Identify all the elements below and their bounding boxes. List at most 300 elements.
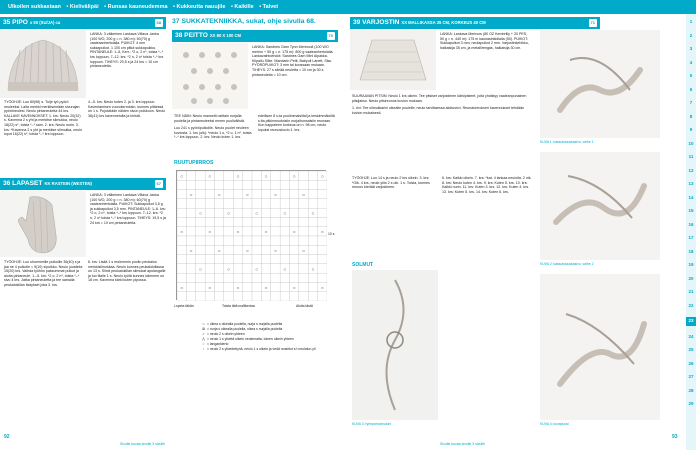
chart-cell bbox=[177, 180, 186, 189]
knitting-chart bbox=[176, 170, 326, 300]
pattern-38-materials bbox=[252, 45, 338, 109]
topbar-item: Kukkeutta nauujile bbox=[176, 4, 226, 10]
topbar-item: Kielivälipäi bbox=[69, 4, 99, 10]
chart-cell bbox=[308, 217, 317, 226]
instructions-text: 6. krs: Lisää 1 s molemmin puolin peukalon merkkisilmukkaa. Neulo kunnes peukalokiilassa on 13 s. Siirrä peukalokiilan silmukat apulangalle ja luo tilalle 1 s. Neulo työtä kunnes kämmen on 18 cm. Kavenna kärki kuten pipossa. bbox=[88, 260, 166, 283]
chart-label-begin: Aloita tästä bbox=[296, 304, 313, 308]
chart-cell bbox=[318, 292, 327, 301]
sidebar-page-number[interactable]: 21 bbox=[688, 289, 694, 294]
chart-cell bbox=[290, 255, 299, 264]
pattern-35-materials bbox=[90, 32, 166, 96]
chart-cell bbox=[177, 245, 186, 254]
chart-cell bbox=[233, 217, 242, 226]
topbar-item: Runsas kauneudemma bbox=[107, 4, 168, 10]
chart-stitch-symbol: ○ bbox=[208, 173, 212, 180]
chart-cell bbox=[299, 273, 308, 282]
chart-cell bbox=[205, 190, 214, 199]
sidebar-page-number[interactable]: 14 bbox=[688, 194, 694, 200]
chart-stitch-symbol: ○ bbox=[217, 192, 221, 199]
chart-cell bbox=[224, 199, 233, 208]
chart-cell bbox=[271, 273, 280, 282]
chart-cell bbox=[299, 217, 308, 226]
chart-cell bbox=[186, 282, 195, 291]
chart-stitch-symbol: ○ bbox=[320, 285, 324, 292]
legend-text: = oikea s oikealla puolella, nurja s nurjalla puolella bbox=[207, 322, 283, 326]
chart-cell bbox=[205, 236, 214, 245]
sidebar-page-number[interactable]: 19 bbox=[688, 262, 694, 267]
chart-cell bbox=[308, 245, 317, 254]
chart-cell bbox=[224, 171, 233, 180]
chart-cell bbox=[177, 264, 186, 273]
chart-cell bbox=[308, 255, 317, 264]
instructions-text: TYÖOHJE: Luo 14 s ja neulo 2 krs oikein. 3. krs: *Oik. 4 krs, neulo ylös 2 s oik. 1 s. Toista, kunnes reunus kiertää varjostimen. bbox=[352, 176, 430, 190]
chart-cell bbox=[177, 236, 186, 245]
instructions-text: 1. rivi: Tee silmukkarivi oikealle puolelle; neulo tarvittaessa aloitusrivi. Reunakerroksen kavennukset tehdään kuvion mukaisesti. bbox=[352, 106, 525, 115]
pattern-38-column-2 bbox=[258, 114, 338, 158]
legend-symbol: ⋀ bbox=[202, 337, 205, 341]
difficulty-badge: 68 bbox=[156, 20, 161, 25]
chart-cell bbox=[233, 199, 242, 208]
chart-cell bbox=[290, 245, 299, 254]
legend-text: = neulo 2 s ylivedettynä, neulo 1 s oikein ja vedä nostetut s:t neulotun yli bbox=[207, 347, 316, 351]
chart-cell bbox=[261, 255, 270, 264]
chart-cell bbox=[196, 199, 205, 208]
chart-cell bbox=[261, 199, 270, 208]
chart-cell bbox=[224, 190, 233, 199]
sidebar-page-number[interactable]: 24 bbox=[688, 333, 694, 339]
chart-stitch-symbol: ○ bbox=[227, 266, 231, 273]
materials-text: LANKA: 3 väikeinen Lankava Villava -lanka (100 WO, 200 g = n. 380 m): 60(70) g vaaleanhertolalla. PUIKOT: Sukkapuikot 3,5 g ja sukkapuikot 3,5 mm. PINTANEULE: 1–6. krs: *2 o, 2 n*, toista *–* krs loppuun. 7–12. krs: *2 n, 2 o* toista *–* krs loppuun. TIHEYS: 19,5 s ja 24 krs = 10 cm pintaneuletta. bbox=[90, 193, 166, 225]
chart-cell bbox=[233, 190, 242, 199]
chart-cell bbox=[252, 180, 261, 189]
chart-cell bbox=[290, 190, 299, 199]
legend-symbol: ○ bbox=[202, 342, 205, 346]
chart-cell bbox=[271, 264, 280, 273]
pattern-35-title: 35 PIPO bbox=[3, 19, 28, 26]
chart-cell bbox=[177, 199, 186, 208]
chart-label-repeat: Toista tätä mallikertaa bbox=[222, 304, 255, 308]
pattern-37-title: 37 SUKKATEKNIIKKA, sukat, ohje sivulla 68. bbox=[172, 18, 316, 25]
chart-cell bbox=[243, 282, 252, 291]
chart-cell bbox=[196, 236, 205, 245]
chart-cell bbox=[233, 255, 242, 264]
chart-cell bbox=[318, 255, 327, 264]
hands-knot-icon bbox=[540, 274, 660, 420]
chart-stitch-symbol: ○ bbox=[198, 211, 202, 218]
topbar-item: Ulkoilen sukkastaan bbox=[8, 4, 61, 10]
chart-cell bbox=[252, 236, 261, 245]
chart-cell bbox=[196, 227, 205, 236]
chart-stitch-symbol: ○ bbox=[264, 173, 268, 180]
chart-cell bbox=[271, 282, 280, 291]
chart-cell bbox=[233, 273, 242, 282]
instructions-text: Luo 241 s pyöröpuikoille. Neulo puolet neuleen kuviosta. 1. krs (oik): *neulo 1 o, *2 o, 1 n*, toista *–* krs loppuun. 2. krs: Neulo kuten 1. krs. bbox=[174, 126, 252, 140]
chart-cell bbox=[308, 171, 317, 180]
instructions-text: TYÖOHJE: Luo ohuemmille puikoille 36(40) s ja jaa ne 4 puikolle = 9(10) s/puikko. Neulo joustinta 15(20) krs. Vaihda työhön paksummat puikot ja aloita pintaneule. 1.–5. krs: *2 o, 2 n*, toista *–* sivu 4 krs. Jatka pintaneuletta ja tee samalla peukalokiilan lisäykset joka 3. krs. bbox=[4, 260, 83, 287]
legend-symbol: ⋆ bbox=[202, 347, 205, 351]
chart-cell bbox=[196, 190, 205, 199]
chart-cell bbox=[271, 292, 280, 301]
topbar-item: Kaikille bbox=[234, 4, 254, 10]
pattern-39-column-2 bbox=[442, 176, 532, 256]
chart-cell bbox=[215, 180, 224, 189]
chart-stitch-symbol: ○ bbox=[283, 211, 287, 218]
chart-cell bbox=[196, 292, 205, 301]
chart-stitch-symbol: ○ bbox=[302, 248, 306, 255]
chart-cell bbox=[196, 255, 205, 264]
chart-cell bbox=[252, 255, 261, 264]
chart-cell bbox=[215, 255, 224, 264]
chart-cell bbox=[318, 180, 327, 189]
figure-1-photo bbox=[540, 30, 660, 138]
legend-item bbox=[200, 347, 340, 352]
legend-symbol: ✓ bbox=[202, 332, 205, 336]
chart-cell bbox=[318, 236, 327, 245]
sidebar-page-number[interactable]: 13 bbox=[688, 181, 694, 186]
hat-illustration-icon bbox=[0, 30, 86, 98]
sidebar-page-number[interactable]: 12 bbox=[688, 167, 694, 173]
chart-cell bbox=[261, 217, 270, 226]
chart-cell bbox=[318, 264, 327, 273]
chart-cell bbox=[299, 236, 308, 245]
chart-cell bbox=[271, 217, 280, 226]
sidebar-page-number[interactable]: 10 bbox=[688, 140, 694, 146]
chart-cell bbox=[308, 190, 317, 199]
chart-stitch-symbol: ○ bbox=[273, 192, 277, 199]
sidebar-page-number[interactable]: 15 bbox=[688, 208, 694, 213]
chart-cell bbox=[280, 236, 289, 245]
chart-cell bbox=[290, 273, 299, 282]
chart-cell bbox=[233, 292, 242, 301]
figure-3-caption: KUVA 3: tyrinpomolmuloni bbox=[352, 422, 392, 426]
chart-cell bbox=[318, 245, 327, 254]
chart-cell bbox=[186, 180, 195, 189]
chart-cell bbox=[224, 245, 233, 254]
sidebar-page-number[interactable]: 3 bbox=[689, 46, 693, 51]
chart-cell bbox=[271, 199, 280, 208]
chart-cell bbox=[196, 217, 205, 226]
chart-cell bbox=[261, 190, 270, 199]
legend-text: = nurja s oikealla puolella, oikea s nurjalla puolella bbox=[207, 327, 283, 331]
chart-stitch-symbol: ○ bbox=[236, 229, 240, 236]
chart-cell bbox=[215, 171, 224, 180]
chart-cell bbox=[318, 208, 327, 217]
chart-cell bbox=[261, 245, 270, 254]
figure-2-caption: KUVA 2: kaksoisluuskasivu, vaihe 2 bbox=[540, 262, 594, 266]
chart-cell bbox=[261, 264, 270, 273]
chart-stitch-symbol: ○ bbox=[227, 211, 231, 218]
instructions-text: SUURAAVAN PITSIN: Neulo 1 krs oikein. Tee pitsiset varjostimen kärkipisteet, joita yhdistyy vaaleanpunainen pitsijakso. Neulo pitsireunus kuvion mukaan. bbox=[352, 94, 527, 103]
topbar-item: Talvet bbox=[262, 4, 279, 10]
sidebar-page-number[interactable]: 29 bbox=[688, 401, 694, 406]
chart-cell bbox=[280, 282, 289, 291]
chart-stitch-symbol: ○ bbox=[292, 285, 296, 292]
pattern-36-materials bbox=[90, 193, 166, 253]
chart-cell bbox=[299, 264, 308, 273]
pattern-38-column-1 bbox=[174, 114, 254, 158]
blanket-photo bbox=[172, 43, 248, 109]
figure-2-photo bbox=[540, 152, 660, 260]
chart-cell bbox=[205, 199, 214, 208]
chart-cell bbox=[252, 199, 261, 208]
hands-knot-icon bbox=[540, 152, 660, 260]
chart-cell bbox=[243, 227, 252, 236]
chart-cell bbox=[186, 227, 195, 236]
mitten-illustration-icon bbox=[0, 191, 86, 257]
chart-stitch-symbol: ○ bbox=[208, 229, 212, 236]
chart-cell bbox=[271, 180, 280, 189]
chart-cell bbox=[215, 264, 224, 273]
chart-cell bbox=[299, 199, 308, 208]
legend-text: = langankierto bbox=[207, 342, 229, 346]
right-page-number: 93 bbox=[672, 434, 678, 440]
chart-cell bbox=[186, 199, 195, 208]
chart-stitch-symbol: ○ bbox=[217, 248, 221, 255]
instructions-text: 6. krs: Kaikki oikein. 7. krs: *kat. 4 lankaa neulolta, 2 oik. 8. krs: Neulo kuten 4. krs. 9. krs: Kuten 5. krs. 10. krs: Kaikki nurin. 11. krs: Kuten 3. krs. 12. krs: Kuten 4. krs. 13. krs: Kuten 5. krs. 14. krs: Kuten 6. krs. bbox=[442, 176, 532, 194]
chart-stitch-symbol: ○ bbox=[255, 266, 259, 273]
chart-cell bbox=[280, 255, 289, 264]
left-footer-text: Sivulle kuvaa sivulle 3 sivulle bbox=[120, 442, 165, 446]
legend-symbol: ⊠ bbox=[202, 327, 205, 331]
left-page-number: 92 bbox=[4, 434, 10, 440]
pattern-35-subtitle: x 50 (SU/JA) ca bbox=[29, 20, 61, 25]
sidebar-page-number[interactable]: 22 bbox=[688, 302, 694, 308]
chart-side-label: 10 s bbox=[328, 232, 335, 236]
chart-cell bbox=[318, 217, 327, 226]
sidebar-page-number[interactable]: 27 bbox=[688, 374, 694, 379]
chart-cell bbox=[186, 208, 195, 217]
chart-cell bbox=[252, 282, 261, 291]
chart-cell bbox=[196, 171, 205, 180]
pattern-39-subtitle: XX MALLIKASSA 35 CM, KORKEUS 40 CM bbox=[401, 20, 486, 25]
chart-cell bbox=[252, 190, 261, 199]
sidebar-page-number[interactable]: 16 bbox=[688, 221, 694, 227]
knot-diagram-icon bbox=[352, 270, 438, 420]
chart-cell bbox=[205, 208, 214, 217]
chart-cell bbox=[308, 236, 317, 245]
chart-cell bbox=[299, 171, 308, 180]
chart-cell bbox=[215, 199, 224, 208]
chart-cell bbox=[215, 273, 224, 282]
chart-cell bbox=[224, 273, 233, 282]
difficulty-badge: 71 bbox=[590, 20, 595, 25]
chart-cell bbox=[280, 190, 289, 199]
chart-cell bbox=[271, 236, 280, 245]
chart-cell bbox=[271, 255, 280, 264]
chart-cell bbox=[205, 245, 214, 254]
chart-stitch-symbol: ○ bbox=[180, 285, 184, 292]
chart-cell bbox=[252, 171, 261, 180]
chart-cell bbox=[243, 199, 252, 208]
chart-cell bbox=[290, 292, 299, 301]
chart-cell bbox=[261, 292, 270, 301]
materials-text: LANKA: 3 väikeinen Lankava Villava -lanka (100 WO, 200 g = n. 380 m): 50(70) g vaaleaanhertolalla. PUIKOT: 4 mm sukkapuikot. 1 100 cm pitkä sukkapuikko. PINTANEULE: 1–5, Kerr.: *2 o, 2 n*, toista *–* krs loppuun. 7–12. krs: *2 n, 2 o* toista *–* krs loppuun. TIHEYS: 20,5 s ja 24 krs = 10 cm pintaneuletta. bbox=[90, 32, 164, 69]
chart-cell bbox=[196, 282, 205, 291]
sidebar-page-number[interactable]: 18 bbox=[688, 248, 694, 254]
chart-cell bbox=[224, 180, 233, 189]
pattern-39-materials bbox=[440, 32, 532, 90]
sidebar-page-number[interactable]: 5 bbox=[689, 73, 693, 78]
chart-stitch-symbol: ○ bbox=[283, 266, 287, 273]
chart-cell bbox=[177, 217, 186, 226]
chart-cell bbox=[299, 282, 308, 291]
sidebar-page-number[interactable]: 20 bbox=[688, 275, 694, 281]
chart-cell bbox=[215, 227, 224, 236]
materials-text: LANKA: Sandnes Garn Tynn Merinoull (100 WO merino + 50 g = n. 175 m): 800 g vaaleanhertolalla. Lankavaihtoehdot: Sandnes Garn Mini Alpakka. Kilpailu Silke. Mandarin Petit, Babyull Lanett, Sisu. PYÖRÖPUIKOT: 3 mm tai koossaan mukaan. TIHEYS: 27 s sileää neuletta = 10 cm ja 30 s pintaneuletta = 10 cm. bbox=[252, 45, 334, 77]
chart-cell bbox=[233, 208, 242, 217]
mittens-photo bbox=[0, 191, 86, 257]
chart-cell bbox=[243, 217, 252, 226]
chart-cell bbox=[243, 171, 252, 180]
chart-cell bbox=[186, 217, 195, 226]
chart-cell bbox=[280, 199, 289, 208]
chart-stitch-symbol: ○ bbox=[255, 211, 259, 218]
difficulty-badge: 70 bbox=[328, 33, 333, 38]
materials-text: LANKA: Lankava Merinow (80 OZ Kembrilly + 20 PES, 50 g = n. 440 m): 175 m kaunasinkidialla (50). PUIKOT: Sukkapuikot 3 mm, neulapuikot 2 mm. Varjostinkehikko, halkaisija 35 cm, ja metallirengas, halkaisija 30 cm. bbox=[440, 32, 529, 50]
chart-grid bbox=[177, 171, 327, 301]
pattern-38-subtitle: XX 80 X 100 CM bbox=[209, 33, 242, 38]
chart-cell bbox=[308, 292, 317, 301]
chart-cell bbox=[290, 217, 299, 226]
chart-stitch-symbol: ○ bbox=[311, 266, 315, 273]
chart-stitch-symbol: ○ bbox=[208, 285, 212, 292]
figure-4-photo bbox=[540, 274, 660, 420]
chart-cell bbox=[215, 208, 224, 217]
chart-cell bbox=[308, 282, 317, 291]
chart-stitch-symbol: ○ bbox=[302, 192, 306, 199]
chart-cell bbox=[280, 245, 289, 254]
chart-cell bbox=[290, 236, 299, 245]
chart-stitch-symbol: ○ bbox=[189, 248, 193, 255]
chart-cell bbox=[215, 236, 224, 245]
knots-heading: SOLMUT bbox=[352, 262, 374, 268]
chart-cell bbox=[318, 190, 327, 199]
chart-cell bbox=[177, 208, 186, 217]
figure-1-caption: KUVA 1: kaksoisluuskasivu, vaihe 1 bbox=[540, 140, 594, 144]
sidebar-page-number[interactable]: 1 bbox=[689, 19, 693, 24]
chart-stitch-symbol: ○ bbox=[236, 285, 240, 292]
lampshade-photo bbox=[350, 30, 436, 90]
chart-cell bbox=[299, 255, 308, 264]
pattern-36-column-2 bbox=[88, 260, 166, 436]
sidebar-page-number[interactable]: 7 bbox=[689, 100, 693, 105]
sidebar-page-number[interactable]: 11 bbox=[688, 154, 694, 159]
lampshade-illustration-icon bbox=[350, 30, 436, 90]
chart-cell bbox=[261, 180, 270, 189]
chart-legend bbox=[200, 322, 340, 352]
chart-cell bbox=[177, 255, 186, 264]
chart-cell bbox=[308, 227, 317, 236]
chart-cell bbox=[261, 273, 270, 282]
sidebar-page-number[interactable]: 23 bbox=[686, 317, 696, 326]
chart-cell bbox=[252, 227, 261, 236]
chart-stitch-symbol: ○ bbox=[245, 192, 249, 199]
chart-cell bbox=[177, 190, 186, 199]
chart-cell bbox=[205, 255, 214, 264]
chart-cell bbox=[243, 264, 252, 273]
pattern-36-header bbox=[0, 178, 166, 190]
chart-stitch-symbol: ○ bbox=[292, 229, 296, 236]
chart-cell bbox=[205, 273, 214, 282]
chart-cell bbox=[196, 180, 205, 189]
chart-cell bbox=[243, 180, 252, 189]
chart-stitch-symbol: ○ bbox=[273, 248, 277, 255]
instructions-text: TEE NÄIN: Neulo mansetti osittain nurjalla puolella ja pintaneuleeksi ennen puolivälistä. bbox=[174, 114, 245, 123]
chart-cell bbox=[299, 292, 308, 301]
chart-cell bbox=[205, 264, 214, 273]
chart-cell bbox=[290, 208, 299, 217]
sidebar-page-number[interactable]: 4 bbox=[689, 59, 693, 65]
instructions-text: 4.–5. krs: Neulo kuten 2. ja 3. krs loppuun. Kaventamisen vuorokerroksin, kunnes pitäessä on 1 s. Pujotakkiin näiden sivun puikkoon. Neulo 36(41) krs kavennetulta ja kiristä. bbox=[88, 100, 166, 118]
sidebar-page-number[interactable]: 8 bbox=[689, 113, 693, 119]
chart-cell bbox=[290, 199, 299, 208]
legend-symbol: □ bbox=[202, 322, 205, 326]
chart-cell bbox=[177, 292, 186, 301]
chart-cell bbox=[271, 171, 280, 180]
chart-cell bbox=[233, 180, 242, 189]
chart-cell bbox=[224, 282, 233, 291]
chart-cell bbox=[224, 292, 233, 301]
sidebar-page-number[interactable]: 2 bbox=[689, 32, 693, 38]
chart-cell bbox=[215, 292, 224, 301]
chart-cell bbox=[280, 292, 289, 301]
sidebar-page-number[interactable]: 9 bbox=[689, 127, 693, 132]
pattern-39-intro bbox=[352, 94, 532, 174]
chart-cell bbox=[252, 245, 261, 254]
page-index-sidebar bbox=[686, 14, 696, 450]
sidebar-page-number[interactable]: 6 bbox=[689, 86, 693, 92]
chart-cell bbox=[233, 245, 242, 254]
chart-cell bbox=[290, 264, 299, 273]
chart-stitch-symbol: ○ bbox=[292, 173, 296, 180]
hands-knot-icon bbox=[540, 30, 660, 138]
chart-cell bbox=[215, 282, 224, 291]
chart-stitch-symbol: ○ bbox=[264, 229, 268, 236]
top-navigation-bar: Ulkoilen sukkastaan • Kielivälipäi • Runsas kauneudemma • Kukkeutta nauujile • Kaikille • Talvet bbox=[0, 0, 696, 14]
sidebar-page-number[interactable]: 17 bbox=[688, 235, 694, 240]
chart-cell bbox=[243, 208, 252, 217]
chart-cell bbox=[186, 273, 195, 282]
chart-stitch-symbol: ○ bbox=[320, 229, 324, 236]
figure-4-caption: KUVA 4: kuvapuosi bbox=[540, 422, 569, 426]
sidebar-page-number[interactable]: 26 bbox=[688, 360, 694, 366]
chart-stitch-symbol: ○ bbox=[320, 173, 324, 180]
chart-title: RUUTUPIIRROS bbox=[174, 160, 214, 166]
chart-cell bbox=[308, 180, 317, 189]
chart-label-start: Lopeta tähän bbox=[174, 304, 194, 308]
chart-cell bbox=[280, 171, 289, 180]
chart-cell bbox=[252, 217, 261, 226]
chart-cell bbox=[243, 255, 252, 264]
chart-cell bbox=[271, 227, 280, 236]
sidebar-page-number[interactable]: 28 bbox=[688, 387, 694, 393]
chart-cell bbox=[177, 273, 186, 282]
pattern-38-header bbox=[172, 30, 338, 42]
chart-cell bbox=[205, 292, 214, 301]
chart-cell bbox=[205, 217, 214, 226]
legend-text: = neulo 1 s ylivetä oikein neulematta, toinen oikein yhteen bbox=[207, 337, 294, 341]
chart-cell bbox=[261, 236, 270, 245]
chart-stitch-symbol: ○ bbox=[189, 192, 193, 199]
chart-cell bbox=[224, 227, 233, 236]
blanket-illustration-icon bbox=[172, 43, 248, 109]
chart-stitch-symbol: ○ bbox=[180, 229, 184, 236]
chart-cell bbox=[224, 236, 233, 245]
chart-stitch-symbol: ○ bbox=[311, 211, 315, 218]
chart-cell bbox=[196, 273, 205, 282]
sidebar-page-number[interactable]: 25 bbox=[688, 347, 694, 352]
instructions-text: edellisen 8 s:ta puolimmaisiltai ja keskimmäisiltä s:lta pitkinmuotoisiin nurjalhonsaisiin reunaan. Kun kappaleen korkeus on n. 98 cm, neulo lopuksi reunuskuvio 1. krs. bbox=[258, 114, 335, 132]
